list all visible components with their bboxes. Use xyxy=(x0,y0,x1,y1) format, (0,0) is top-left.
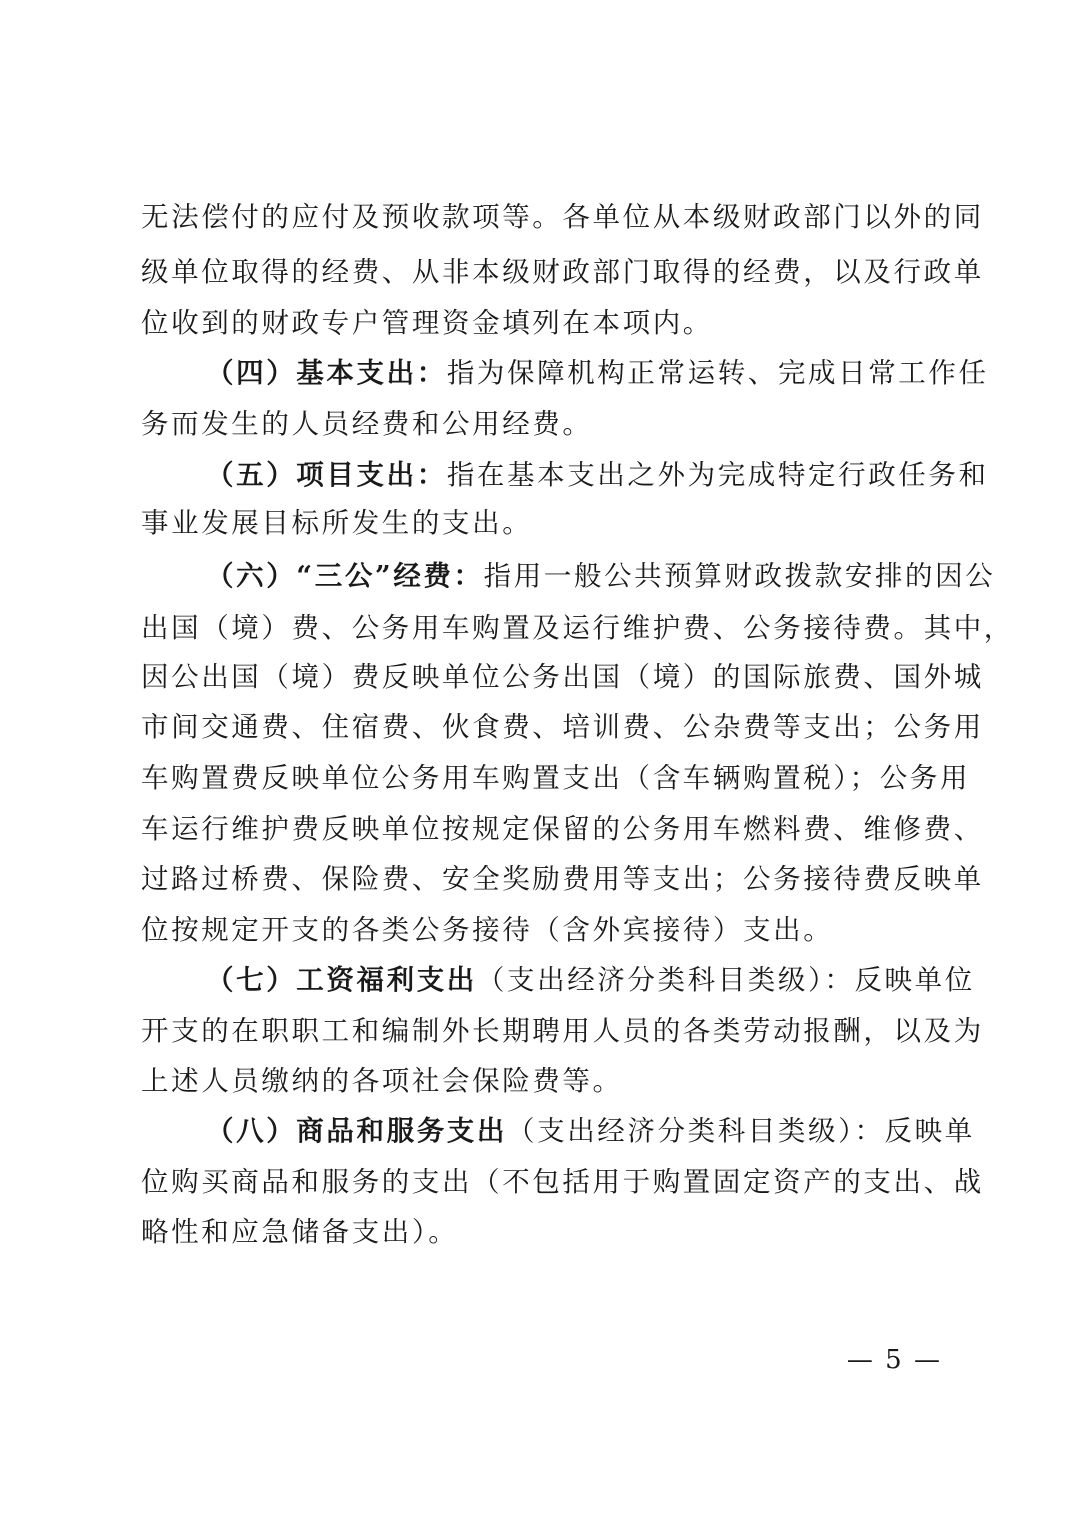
body-text-line: 车运行维护费反映单位按规定保留的公务用车燃料费、维修费、 xyxy=(141,813,984,845)
section-five-heading-line xyxy=(206,455,989,495)
body-text-line: 位购买商品和服务的支出（不包括用于购置固定资产的支出、战 xyxy=(141,1166,984,1198)
section-text: （支出经济分类科目类级）：反映单位 xyxy=(476,964,975,996)
body-text-line: 级单位取得的经费、从非本级财政部门取得的经费，以及行政单 xyxy=(141,256,984,288)
section-text: 指在基本支出之外为完成特定行政任务和 xyxy=(446,459,989,491)
section-text: 指用一般公共预算财政拨款安排的因公 xyxy=(483,560,996,592)
section-six-heading-line xyxy=(206,556,996,596)
body-text-line: 过路过桥费、保险费、安全奖励费用等支出；公务接待费反映单 xyxy=(141,863,984,895)
page-number: — 5 — xyxy=(846,1345,942,1375)
body-text-line: 因公出国（境）费反映单位公务出国（境）的国际旅费、国外城 xyxy=(141,661,984,693)
body-text-line: 位按规定开支的各类公务接待（含外宾接待）支出。 xyxy=(141,914,834,946)
body-text-line: 无法偿付的应付及预收款项等。各单位从本级财政部门以外的同 xyxy=(141,201,984,233)
body-text-line: 上述人员缴纳的各项社会保险费等。 xyxy=(141,1065,623,1097)
body-text-line: 开支的在职职工和编制外长期聘用人员的各类劳动报酬，以及为 xyxy=(141,1015,984,1047)
section-label: （六）“三公”经费： xyxy=(206,560,484,592)
section-label: （七）工资福利支出 xyxy=(206,964,477,996)
section-text: （支出经济分类科目类级）：反映单 xyxy=(507,1115,975,1147)
section-label: （八）商品和服务支出 xyxy=(206,1115,507,1147)
section-label: （五）项目支出： xyxy=(206,459,447,491)
body-text-line: 略性和应急储备支出）。 xyxy=(141,1216,459,1248)
section-seven-heading-line xyxy=(206,960,975,1000)
section-text: 指为保障机构正常运转、完成日常工作任 xyxy=(446,357,989,389)
section-eight-heading-line xyxy=(206,1111,975,1151)
section-four-heading-line xyxy=(206,353,989,393)
body-text-line: 事业发展目标所发生的支出。 xyxy=(141,507,533,539)
body-text-line: 车购置费反映单位公务用车购置支出（含车辆购置税）；公务用 xyxy=(141,762,971,794)
body-text-line: 市间交通费、住宿费、伙食费、培训费、公杂费等支出；公务用 xyxy=(141,711,984,743)
body-text-line: 出国（境）费、公务用车购置及运行维护费、公务接待费。其中， xyxy=(141,612,1014,644)
body-text-line: 务而发生的人员经费和公用经费。 xyxy=(141,408,593,440)
body-text-line: 位收到的财政专户管理资金填列在本项内。 xyxy=(141,307,713,339)
section-label: （四）基本支出： xyxy=(206,357,447,389)
